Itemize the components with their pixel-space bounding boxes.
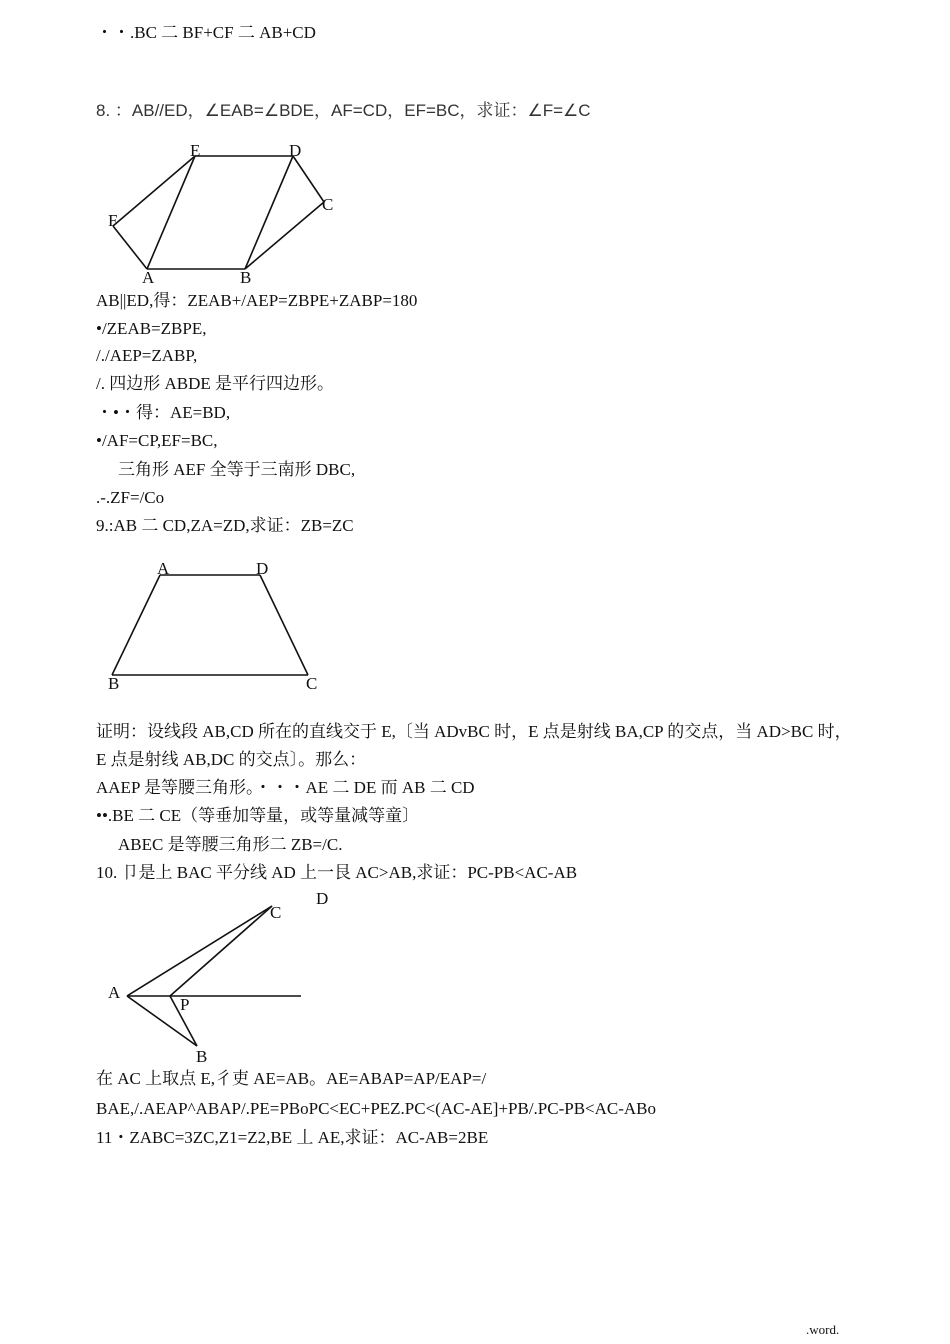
proof-line: AB||ED,得：ZEAB+/AEP=ZBPE+ZABP=180 — [96, 291, 418, 310]
proof-line: ・・.BC 二 BF+CF 二 AB+CD — [96, 23, 316, 42]
proof-line: 三角形 AEF 全等于三南形 DBC, — [118, 460, 356, 479]
figure-10-diagram — [100, 890, 340, 1070]
figure-9-diagram — [100, 555, 330, 695]
proof-line: /. 四边形 ABDE 是平行四边形。 — [96, 374, 334, 393]
figure-8-diagram — [100, 138, 350, 288]
vertex-label-b: B — [196, 1047, 208, 1066]
proof-paragraph: 证明：设线段 AB,CD 所在的直线交于 E,〔当 ADvBC 时，E 点是射线 BA,CP 的交点，当 AD>BC 时，E 点是射线 AB,DC 的交点〕。那么： — [96, 722, 852, 769]
proof-line: ・•・得：AE=BD, — [96, 403, 231, 422]
problem-10-statement: 10. 卩是上 BAC 平分线 AD 上一艮 AC>AB,求证：PC-PB<AC-AB — [96, 863, 578, 882]
vertex-label-a: A — [157, 559, 170, 578]
proof-line: ABEC 是等腰三角形二 ZB=/C. — [118, 835, 343, 854]
proof-line: •/ZEAB=ZBPE, — [96, 319, 207, 338]
vertex-label-f: F — [108, 211, 118, 230]
problem-8-statement: 8. ：AB//ED，∠EAB=∠BDE，AF=CD，EF=BC，求证：∠F=∠C — [96, 101, 591, 120]
vertex-label-b: B — [240, 268, 252, 287]
vertex-label-d: D — [316, 889, 329, 908]
vertex-label-c: C — [322, 195, 334, 214]
proof-line: AAEP 是等腰三角形。・・・AE 二 DE 而 AB 二 CD — [96, 778, 475, 797]
vertex-label-c: C — [270, 903, 282, 922]
problem-9-statement: 9.:AB 二 CD,ZA=ZD,求证：ZB=ZC — [96, 516, 354, 535]
vertex-label-c: C — [306, 674, 318, 693]
proof-line: BAE,/.AEAP^ABAP/.PE=PBoPC<EC+PEZ.PC<(AC-AE]+PB/.PC-PB<AC-ABo — [96, 1099, 657, 1118]
proof-line: •/AF=CP,EF=BC, — [96, 431, 218, 450]
problem-11-statement: 11・ZABC=3ZC,Z1=Z2,BE 丄 AE,求证：AC-AB=2BE — [96, 1128, 489, 1147]
proof-line: /./AEP=ZABP, — [96, 346, 198, 365]
page-footer: .word. — [806, 1322, 840, 1337]
proof-line: 在 AC 上取点 E,彳吏 AE=AB。AE=ABAP=AP/EAP=/ — [96, 1069, 487, 1088]
proof-line: ••.BE 二 CE（等垂加等量，或等量减等童〕 — [96, 806, 420, 825]
vertex-label-a: A — [108, 983, 121, 1002]
vertex-label-p: P — [180, 995, 190, 1014]
vertex-label-d: D — [256, 559, 269, 578]
vertex-label-a: A — [142, 268, 155, 287]
vertex-label-e: E — [190, 141, 201, 160]
vertex-label-d: D — [289, 141, 302, 160]
proof-line: .-.ZF=/Co — [96, 488, 165, 507]
vertex-label-b: B — [108, 674, 120, 693]
